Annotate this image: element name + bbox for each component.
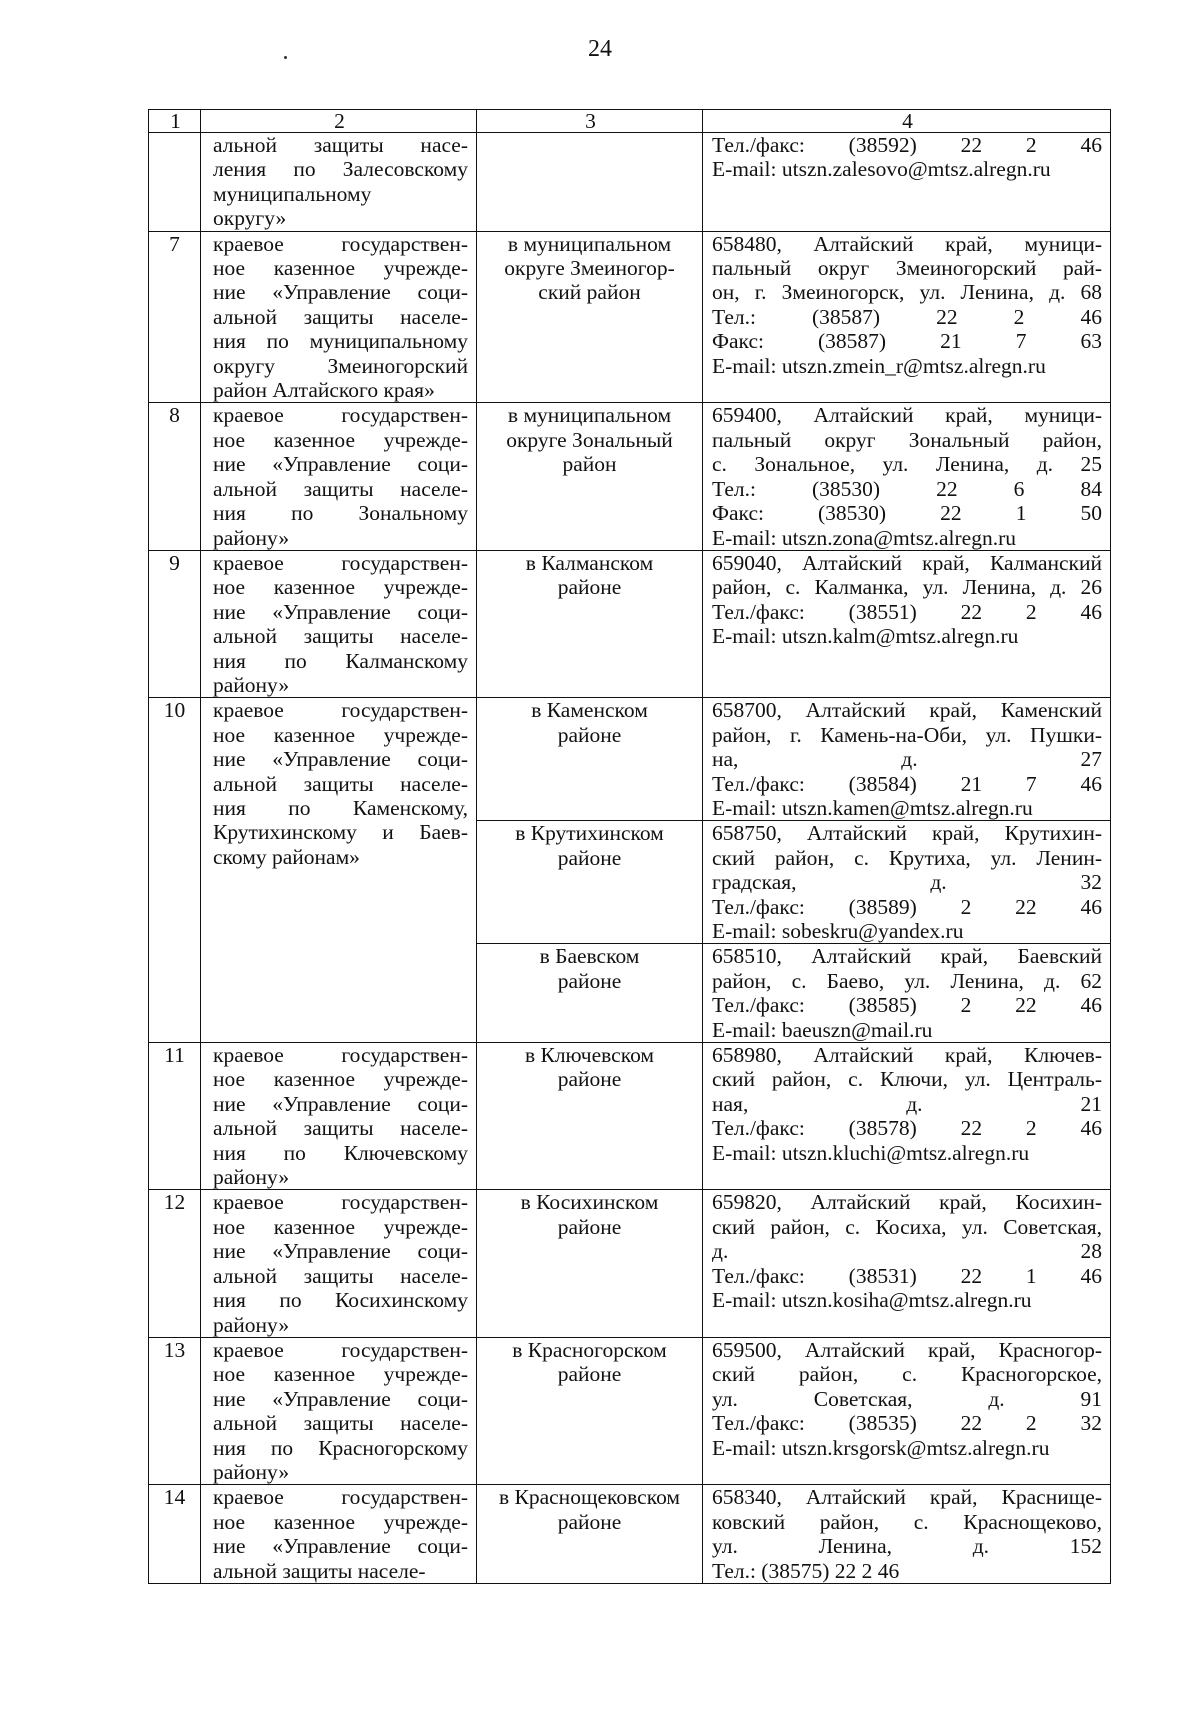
table-header-row: [149, 110, 1111, 133]
text-line: E-mail: utszn.kluchi@mtsz.alregn.ru: [712, 1140, 1030, 1165]
text-line: округе Змеиногор-: [504, 256, 675, 281]
text-line: ние «Управление соци-: [213, 1386, 468, 1411]
row-number: 12: [149, 1190, 201, 1337]
text-line: ние «Управление соци-: [213, 1091, 468, 1116]
text-line: Тел./факс: (38535) 22 2 32: [712, 1411, 1102, 1436]
text-line: E-mail: utszn.krsgorsk@mtsz.alregn.ru: [712, 1435, 1050, 1460]
address-cell: [703, 1043, 1111, 1190]
text-line: E-mail: utszn.kosiha@mtsz.alregn.ru: [712, 1288, 1032, 1313]
location-cell: [477, 133, 703, 232]
table-row: [149, 1190, 1111, 1337]
table-row: [149, 1043, 1111, 1190]
table-row: [149, 550, 1111, 697]
institution-name: [201, 550, 477, 697]
text-line: ния по Каменскому,: [213, 795, 468, 820]
address-cell: [703, 1190, 1111, 1337]
text-line: районе: [557, 722, 622, 747]
text-line: альной защиты населе-: [213, 1263, 468, 1288]
text-line: району»: [213, 672, 290, 697]
text-line: ное казенное учрежде-: [213, 256, 468, 281]
text-line: 658980, Алтайский край, Ключев-: [712, 1043, 1102, 1068]
table-row: [149, 1337, 1111, 1484]
text-line: ние «Управление соци-: [213, 1239, 468, 1264]
text-line: на, д. 27: [712, 747, 1102, 772]
text-line: в Краснощековском: [498, 1485, 681, 1510]
text-line: краевое государствен-: [213, 231, 468, 256]
text-line: 658340, Алтайский край, Краснище-: [712, 1485, 1102, 1510]
address-cell: [703, 698, 1111, 821]
institutions-table: [148, 109, 1111, 1584]
text-line: районе: [557, 845, 622, 870]
text-line: ния по Зональному: [213, 501, 468, 526]
text-line: Тел./факс: (38584) 21 7 46: [712, 771, 1102, 796]
text-line: краевое государствен-: [213, 1337, 468, 1362]
table-row: [149, 133, 1111, 232]
header-cell-2: 2: [201, 110, 477, 133]
text-line: в Крутихинском: [515, 821, 664, 846]
text-line: округу»: [213, 206, 287, 231]
text-line: E-mail: utszn.kalm@mtsz.alregn.ru: [712, 624, 1019, 649]
text-line: ние «Управление соци-: [213, 599, 468, 624]
text-line: Тел./факс: (38589) 2 22 46: [712, 894, 1102, 919]
text-line: муниципальному: [213, 181, 372, 206]
text-line: Тел./факс: (38578) 22 2 46: [712, 1116, 1102, 1141]
text-line: районе: [557, 1509, 622, 1534]
row-number: 7: [149, 231, 201, 403]
address-cell: [703, 944, 1111, 1043]
text-line: районе: [557, 968, 622, 993]
text-line: ский район: [538, 280, 641, 305]
text-line: ное казенное учрежде-: [213, 722, 468, 747]
text-line: альной защиты населе-: [213, 1116, 468, 1141]
institution-name: [201, 231, 477, 403]
institution-name: [201, 133, 477, 232]
text-line: E-mail: sobeskru@yandex.ru: [712, 919, 964, 943]
text-line: 659820, Алтайский край, Косихин-: [712, 1190, 1102, 1215]
text-line: скому районам»: [213, 844, 360, 869]
row-number: 9: [149, 550, 201, 697]
row-number: 11: [149, 1043, 201, 1190]
text-line: Тел.: (38575) 22 2 46: [712, 1558, 900, 1583]
text-line: ное казенное учрежде-: [213, 427, 468, 452]
text-line: ное казенное учрежде-: [213, 1362, 468, 1387]
row-number: 13: [149, 1337, 201, 1484]
text-line: альной защиты населе-: [213, 624, 468, 649]
text-line: в Баевском: [539, 944, 640, 969]
table-row: [149, 1485, 1111, 1584]
scan-speck: [284, 56, 287, 59]
text-line: ул. Советская, д. 91: [712, 1386, 1102, 1411]
text-line: д. 28: [712, 1239, 1102, 1264]
address-cell: [703, 550, 1111, 697]
text-line: E-mail: utszn.kamen@mtsz.alregn.ru: [712, 795, 1033, 820]
text-line: ковский район, с. Краснощеково,: [712, 1509, 1102, 1534]
table-row: [149, 403, 1111, 550]
header-cell-4: 4: [703, 110, 1111, 133]
text-line: краевое государствен-: [213, 698, 468, 723]
text-line: он, г. Змеиногорск, ул. Ленина, д. 68: [712, 280, 1102, 305]
text-line: ский район, с. Косиха, ул. Советская,: [712, 1214, 1102, 1239]
text-line: ние «Управление соци-: [213, 452, 468, 477]
text-line: Тел./факс: (38592) 22 2 46: [712, 133, 1102, 157]
row-number: 10: [149, 698, 201, 1043]
text-line: в Красногорском: [512, 1337, 667, 1362]
text-line: градская, д. 32: [712, 870, 1102, 895]
text-line: район, с. Калманка, ул. Ленина, д. 26: [712, 575, 1102, 600]
text-line: 658480, Алтайский край, муници-: [712, 231, 1102, 256]
text-line: Тел.: (38587) 22 2 46: [712, 304, 1102, 329]
text-line: альной защиты населе-: [213, 476, 468, 501]
text-line: ул. Ленина, д. 152: [712, 1534, 1102, 1559]
institution-name: [201, 403, 477, 550]
text-line: ления по Залесовскому: [213, 157, 468, 182]
text-line: в Ключевском: [524, 1043, 655, 1068]
text-line: район: [562, 452, 617, 477]
text-line: районе: [557, 1362, 622, 1387]
text-line: Тел./факс: (38551) 22 2 46: [712, 599, 1102, 624]
location-cell: [477, 231, 703, 403]
text-line: 659400, Алтайский край, муници-: [712, 403, 1102, 428]
header-cell-1: 1: [149, 110, 201, 133]
text-line: району»: [213, 525, 290, 550]
address-cell: [703, 231, 1111, 403]
text-line: ние «Управление соци-: [213, 747, 468, 772]
text-line: Факс: (38530) 22 1 50: [712, 501, 1102, 526]
location-cell: [477, 403, 703, 550]
text-line: краевое государствен-: [213, 403, 468, 428]
text-line: ное казенное учрежде-: [213, 1509, 468, 1534]
text-line: Тел./факс: (38585) 2 22 46: [712, 993, 1102, 1018]
location-cell: [477, 1485, 703, 1584]
location-cell: [477, 698, 703, 821]
text-line: в муниципальном: [507, 403, 672, 428]
text-line: пальный округ Зональный район,: [712, 427, 1102, 452]
text-line: 658510, Алтайский край, Баевский: [712, 944, 1102, 969]
text-line: район Алтайского края»: [213, 378, 435, 403]
text-line: пальный округ Змеиногорский рай-: [712, 256, 1102, 281]
text-line: району»: [213, 1165, 290, 1190]
text-line: 659040, Алтайский край, Калманский: [712, 550, 1102, 575]
address-cell: [703, 821, 1111, 944]
header-cell-3: 3: [477, 110, 703, 133]
text-line: Факс: (38587) 21 7 63: [712, 329, 1102, 354]
text-line: ное казенное учрежде-: [213, 575, 468, 600]
institution-name: [201, 1485, 477, 1584]
text-line: район, с. Баево, ул. Ленина, д. 62: [712, 968, 1102, 993]
text-line: E-mail: utszn.zalesovo@mtsz.alregn.ru: [712, 157, 1051, 182]
row-number: 14: [149, 1485, 201, 1584]
text-line: районе: [557, 1214, 622, 1239]
text-line: 659500, Алтайский край, Красногор-: [712, 1337, 1102, 1362]
row-number: 8: [149, 403, 201, 550]
text-line: ния по Красногорскому: [213, 1435, 468, 1460]
text-line: 658750, Алтайский край, Крутихин-: [712, 821, 1102, 846]
text-line: району»: [213, 1459, 290, 1484]
location-cell: [477, 1190, 703, 1337]
text-line: округе Зональный: [506, 427, 673, 452]
text-line: альной защиты населе-: [213, 1558, 426, 1583]
text-line: альной защиты населе-: [213, 304, 468, 329]
text-line: Тел.: (38530) 22 6 84: [712, 476, 1102, 501]
address-cell: [703, 403, 1111, 550]
text-line: ние «Управление соци-: [213, 1534, 468, 1559]
text-line: в Калманском: [525, 550, 654, 575]
text-line: Тел./факс: (38531) 22 1 46: [712, 1263, 1102, 1288]
text-line: краевое государствен-: [213, 550, 468, 575]
text-line: ная, д. 21: [712, 1091, 1102, 1116]
text-line: краевое государствен-: [213, 1485, 468, 1510]
text-line: ский район, с. Красногорское,: [712, 1362, 1102, 1387]
table-row: [149, 698, 1111, 821]
text-line: E-mail: baeuszn@mail.ru: [712, 1017, 933, 1042]
location-cell: [477, 944, 703, 1043]
institution-name: [201, 698, 477, 1043]
text-line: ния по Косихинскому: [213, 1288, 468, 1313]
text-line: ное казенное учрежде-: [213, 1214, 468, 1239]
text-line: в Каменском: [531, 698, 648, 723]
text-line: ное казенное учрежде-: [213, 1067, 468, 1092]
location-cell: [477, 821, 703, 944]
page-number: 24: [588, 36, 612, 62]
text-line: району»: [213, 1312, 290, 1337]
institution-name: [201, 1043, 477, 1190]
text-line: ский район, с. Ключи, ул. Централь-: [712, 1067, 1102, 1092]
address-cell: [703, 1337, 1111, 1484]
text-line: ния по муниципальному: [213, 329, 468, 354]
text-line: районе: [557, 575, 622, 600]
address-cell: [703, 1485, 1111, 1584]
text-line: альной защиты населе-: [213, 771, 468, 796]
text-line: краевое государствен-: [213, 1190, 468, 1215]
table-row: [149, 231, 1111, 403]
text-line: краевое государствен-: [213, 1043, 468, 1068]
row-number: [149, 133, 201, 232]
address-cell: [703, 133, 1111, 232]
text-line: E-mail: utszn.zmein_r@mtsz.alregn.ru: [712, 353, 1046, 378]
location-cell: [477, 550, 703, 697]
text-line: ский район, с. Крутиха, ул. Ленин-: [712, 845, 1102, 870]
text-line: 658700, Алтайский край, Каменский: [712, 698, 1102, 723]
text-line: альной защиты насе-: [213, 133, 468, 157]
text-line: ния по Калманскому: [213, 648, 468, 673]
text-line: с. Зональное, ул. Ленина, д. 25: [712, 452, 1102, 477]
text-line: районе: [557, 1067, 622, 1092]
institution-name: [201, 1337, 477, 1484]
text-line: ния по Ключевскому: [213, 1140, 468, 1165]
text-line: альной защиты населе-: [213, 1411, 468, 1436]
text-line: ние «Управление соци-: [213, 280, 468, 305]
location-cell: [477, 1337, 703, 1484]
text-line: в муниципальном: [507, 231, 672, 256]
location-cell: [477, 1043, 703, 1190]
text-line: округу Змеиногорский: [213, 353, 468, 378]
text-line: в Косихинском: [520, 1190, 659, 1215]
text-line: E-mail: utszn.zona@mtsz.alregn.ru: [712, 525, 1016, 550]
institution-name: [201, 1190, 477, 1337]
text-line: Крутихинскому и Баев-: [213, 820, 468, 845]
text-line: район, г. Камень-на-Оби, ул. Пушки-: [712, 722, 1102, 747]
